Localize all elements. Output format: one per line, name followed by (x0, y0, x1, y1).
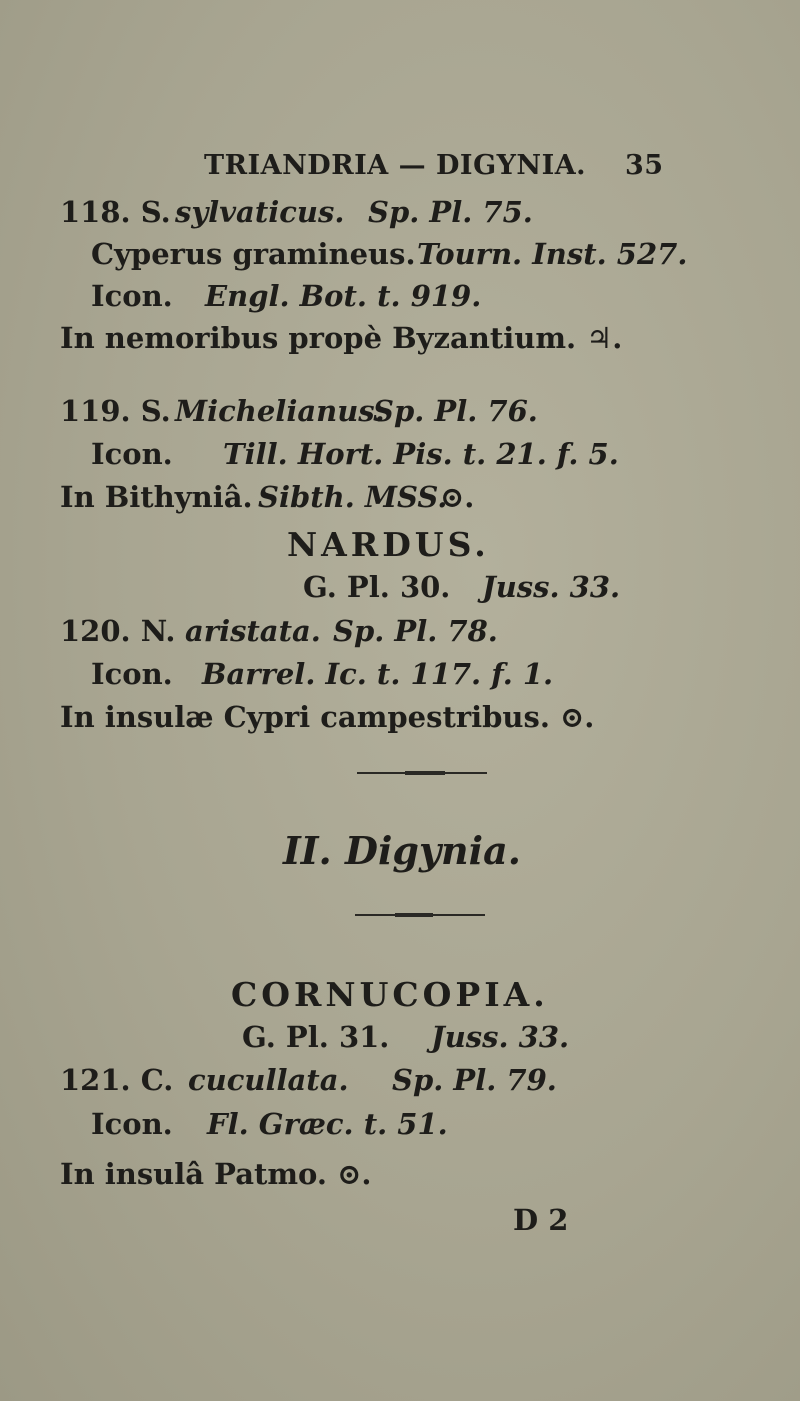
entry-number: 119. S. (60, 394, 171, 428)
species-reference: Sp. Pl. 75. (368, 195, 533, 229)
icon-label: Icon. (91, 279, 173, 313)
synonym-reference: Tourn. Inst. 527. (417, 237, 688, 271)
genus-reference: G. Pl. 30. (303, 570, 451, 604)
species-reference: Sp. Pl. 79. (392, 1063, 557, 1097)
section-divider-top (357, 772, 487, 774)
genus-reference-juss: Juss. 33. (431, 1020, 570, 1054)
genus-reference-juss: Juss. 33. (482, 570, 621, 604)
species-name: aristata. (185, 614, 321, 648)
habitat-source: Sibth. MSS. (258, 480, 448, 514)
page-number: 35 (625, 150, 664, 181)
habitat: In Bithyniâ. (60, 480, 253, 514)
running-header: TRIANDRIA — DIGYNIA. (204, 150, 587, 181)
entry-number: 118. S. (60, 195, 171, 229)
species-reference: Sp. Pl. 76. (373, 394, 538, 428)
icon-label: Icon. (91, 437, 173, 471)
signature-mark: D 2 (513, 1203, 569, 1237)
icon-reference: Barrel. Ic. t. 117. f. 1. (202, 657, 554, 691)
species-name: cucullata. (188, 1063, 349, 1097)
entry-number: 120. N. (60, 614, 176, 648)
genus-title: NARDUS. (287, 525, 490, 564)
order-heading: II. Digynia. (283, 828, 521, 873)
species-reference: Sp. Pl. 78. (333, 614, 498, 648)
annual-symbol: ⊙. (440, 480, 475, 514)
genus-title: CORNUCOPIA. (231, 975, 549, 1014)
entry-number: 121. C. (60, 1063, 174, 1097)
synonym-name: Cyperus gramineus. (91, 237, 416, 271)
species-name: Michelianus. (175, 394, 385, 428)
icon-label: Icon. (91, 657, 173, 691)
section-divider-bottom (355, 914, 485, 916)
habitat: In insulæ Cypri campestribus. ⊙. (60, 700, 595, 734)
icon-label: Icon. (91, 1107, 173, 1141)
habitat: In nemoribus propè Byzantium. ♃. (60, 321, 623, 355)
icon-reference: Fl. Græc. t. 51. (207, 1107, 448, 1141)
habitat: In insulâ Patmo. ⊙. (60, 1157, 372, 1191)
icon-reference: Till. Hort. Pis. t. 21. f. 5. (223, 437, 619, 471)
species-name: sylvaticus. (175, 195, 345, 229)
genus-reference: G. Pl. 31. (242, 1020, 390, 1054)
icon-reference: Engl. Bot. t. 919. (205, 279, 482, 313)
